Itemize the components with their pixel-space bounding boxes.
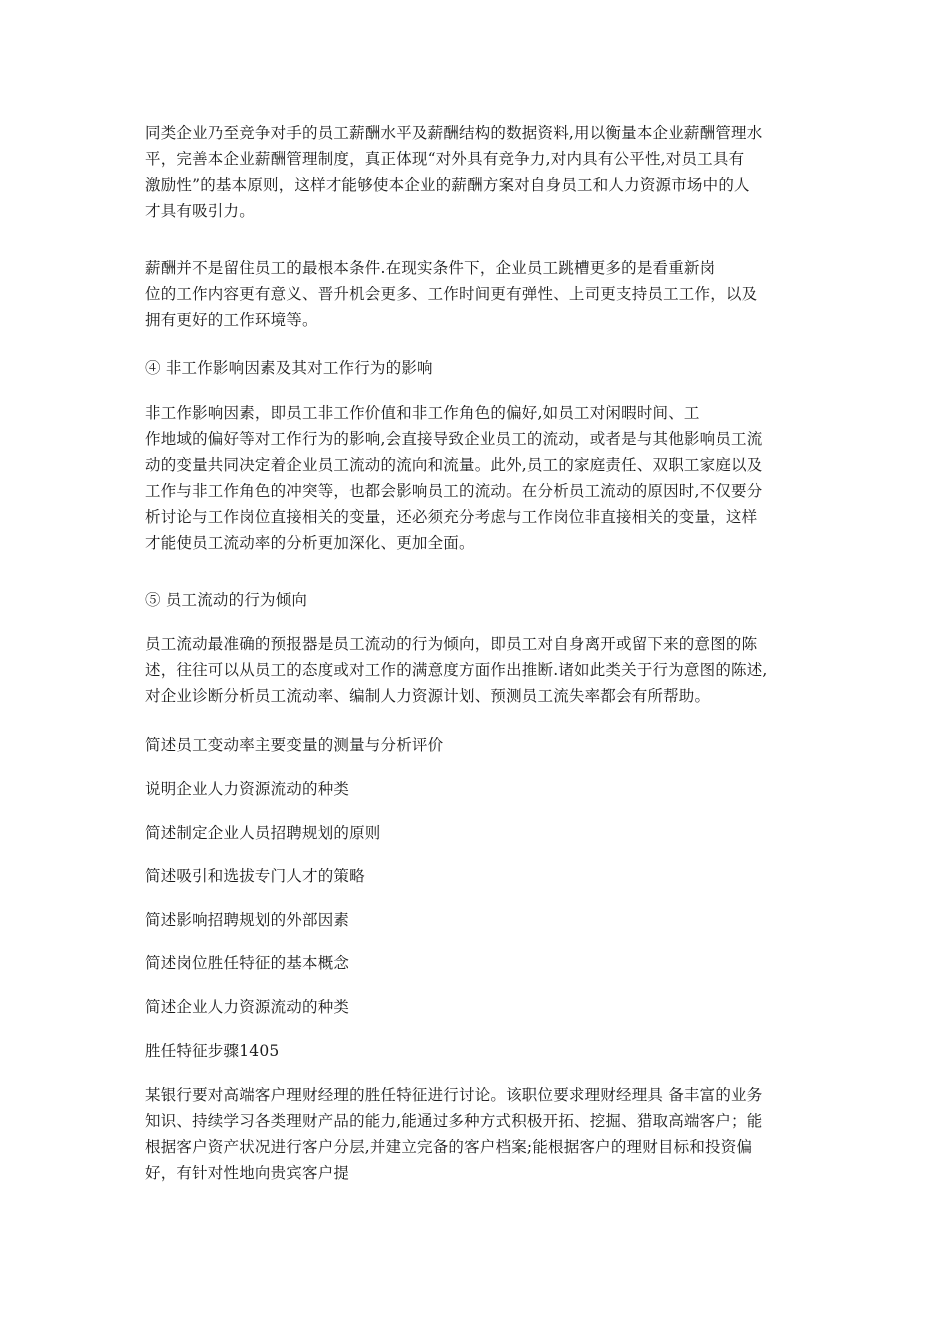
- question-line: 简述员工变动率主要变量的测量与分析评价: [145, 736, 444, 754]
- paragraph-compensation-survey: 同类企业乃至竞争对手的员工薪酬水平及薪酬结构的数据资料,用以衡量本企业薪酬管理水 平，完善本企业薪酬管理制度，真正体现“对外具有竞争力,对内具有公平性,对员工具有 激励性”的基本原则，这样才能够使本企业的薪酬方案对自身员工和人力资源市场中的人 才具有吸引力。: [145, 124, 763, 220]
- paragraph-retention-factors: 薪酬并不是留住员工的最根本条件.在现实条件下，企业员工跳槽更多的是看重新岗 位的工作内容更有意义、晋升机会更多、工作时间更有弹性、上司更支持员工工作，以及 拥有更好的工作环境等。: [145, 259, 758, 329]
- question-line: 简述制定企业人员招聘规划的原则: [145, 824, 381, 842]
- paragraph-bank-case: 某银行要对高端客户理财经理的胜任特征进行讨论。该职位要求理财经理具 备丰富的业务 知识、持续学习各类理财产品的能力,能通过多种方式积极开拓、挖掘、猎取高端客户；能 根据客户资产状况进行客户分层,并建立完备的客户档案;能根据客户的理财目标和投资偏 好，有针对性地向贵宾客户提: [145, 1086, 763, 1182]
- question-line: 简述企业人力资源流动的种类: [145, 998, 350, 1016]
- question-line: 简述岗位胜任特征的基本概念: [145, 954, 350, 972]
- question-line: 说明企业人力资源流动的种类: [145, 780, 350, 798]
- question-line: 胜任特征步骤1405: [145, 1042, 280, 1060]
- question-line: 简述影响招聘规划的外部因素: [145, 911, 350, 929]
- question-line: 简述吸引和选拔专门人才的策略: [145, 867, 365, 885]
- section-heading-turnover-intention: ⑤ 员工流动的行为倾向: [145, 591, 308, 609]
- paragraph-non-work-factors: 非工作影响因素，即员工非工作价值和非工作角色的偏好,如员工对闲暇时间、工 作地域的偏好等对工作行为的影响,会直接导致企业员工的流动，或者是与其他影响员工流 动的变量共同决定着企业员工流动的流向和流量。此外,员工的家庭责任、双职工家庭以及 工作与非工作角色的冲突等，也都会影响员工的流动。在分析员工流动的原因时,不仅要分 析讨论与工作岗位直接相关的变量，还必须充分考虑与工作岗位非直接相关的变量，这样 才能使员工流动率的分析更加深化、更加全面。: [145, 404, 763, 552]
- section-heading-non-work-factors: ④ 非工作影响因素及其对工作行为的影响: [145, 359, 433, 377]
- paragraph-turnover-intention: 员工流动最准确的预报器是员工流动的行为倾向，即员工对自身离开或留下来的意图的陈 述，往往可以从员工的态度或对工作的满意度方面作出推断.诸如此类关于行为意图的陈述, 对企业诊断分析员工流动率、编制人力资源计划、预测员工流失率都会有所帮助。: [145, 635, 768, 705]
